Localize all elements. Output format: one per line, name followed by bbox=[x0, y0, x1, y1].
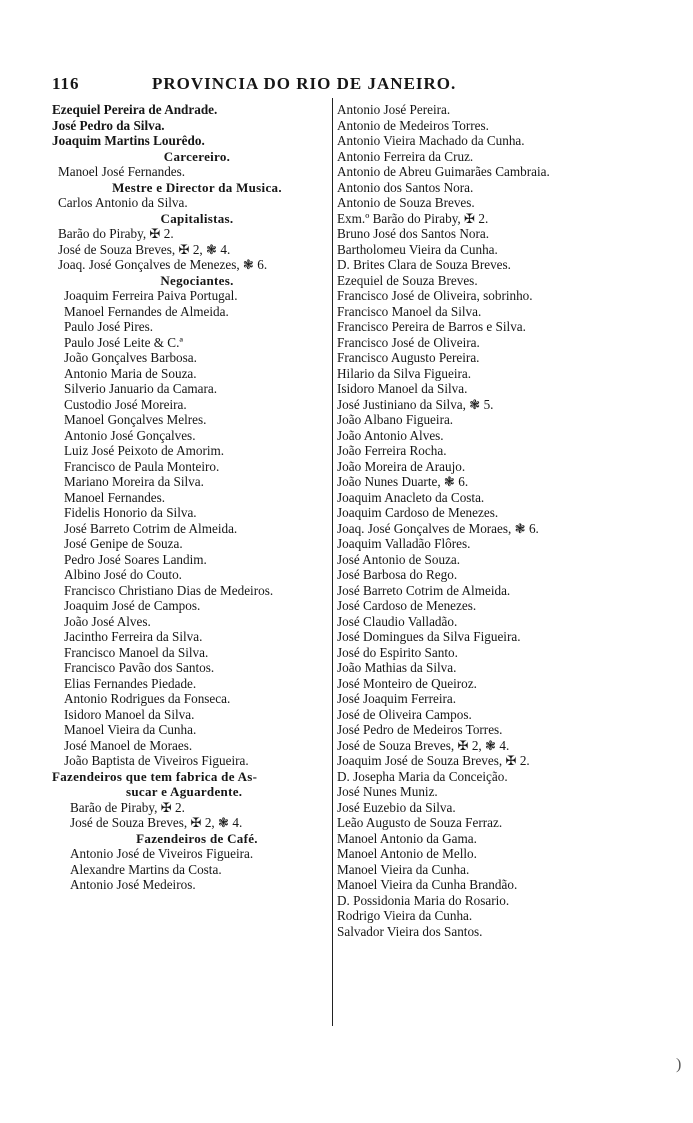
directory-entry: Bruno José dos Santos Nora. bbox=[337, 226, 490, 241]
left-column bbox=[52, 102, 342, 893]
directory-entry: José Monteiro de Queiroz. bbox=[337, 675, 477, 691]
section-heading: Fazendeiros que tem fabrica de As- bbox=[52, 768, 258, 784]
directory-entry: Manoel Fernandes de Almeida. bbox=[64, 303, 229, 319]
directory-entry: Joaq. José Gonçalves de Moraes, ❃ 6. bbox=[337, 520, 539, 536]
directory-entry: Manoel Vieira da Cunha. bbox=[64, 722, 197, 737]
directory-entry: José Pedro de Medeiros Torres. bbox=[337, 722, 503, 737]
directory-entry: José Barreto Cotrim de Almeida. bbox=[64, 520, 238, 536]
directory-entry: Silverio Januario da Camara. bbox=[64, 381, 218, 396]
directory-entry: Elias Fernandes Piedade. bbox=[64, 675, 197, 691]
directory-entry: José Joaquim Ferreira. bbox=[337, 691, 457, 706]
directory-entry: José de Souza Breves, ✠ 2, ❃ 4. bbox=[337, 737, 510, 753]
directory-entry: D. Brites Clara de Souza Breves. bbox=[337, 257, 511, 272]
directory-entry: Joaquim Valladão Flôres. bbox=[337, 536, 471, 551]
directory-entry: Antonio José Gonçalves. bbox=[64, 427, 196, 443]
directory-entry: Francisco Manoel da Silva. bbox=[64, 644, 209, 660]
directory-entry: João Ferreira Rocha. bbox=[337, 443, 447, 458]
directory-entry: Rodrigo Vieira da Cunha. bbox=[337, 908, 473, 923]
directory-entry: José Pedro da Silva. bbox=[52, 117, 165, 133]
directory-entry: Manoel Antonio da Gama. bbox=[337, 830, 477, 846]
directory-entry: Joaq. José Gonçalves de Menezes, ❃ 6. bbox=[58, 257, 268, 272]
directory-entry: Isidoro Manoel da Silva. bbox=[64, 706, 195, 722]
directory-entry: Francisco José de Oliveira, sobrinho. bbox=[337, 288, 533, 303]
directory-entry: João Gonçalves Barbosa. bbox=[64, 350, 197, 365]
directory-entry: Ezequiel de Souza Breves. bbox=[337, 272, 478, 288]
directory-entry: Salvador Vieira dos Santos. bbox=[337, 923, 483, 939]
directory-entry: Antonio de Medeiros Torres. bbox=[337, 117, 489, 133]
directory-entry: Manoel José Fernandes. bbox=[58, 164, 186, 179]
directory-entry: D. Possidonia Maria do Rosario. bbox=[337, 892, 510, 908]
directory-entry: Isidoro Manoel da Silva. bbox=[337, 381, 468, 396]
directory-entry: José de Souza Breves, ✠ 2, ❃ 4. bbox=[58, 241, 231, 257]
directory-entry: Bartholomeu Vieira da Cunha. bbox=[337, 241, 498, 257]
directory-entry: Francisco Manoel da Silva. bbox=[337, 303, 482, 319]
directory-entry: Custodio José Moreira. bbox=[64, 396, 187, 412]
page-number: 116 bbox=[52, 74, 80, 93]
directory-entry: Antonio Vieira Machado da Cunha. bbox=[337, 133, 525, 148]
directory-entry: Exm.º Barão do Piraby, ✠ 2. bbox=[337, 210, 489, 226]
directory-entry: Manoel Fernandes. bbox=[64, 489, 166, 505]
section-heading-continuation: sucar e Aguardente. bbox=[126, 784, 243, 799]
directory-entry: José Barbosa do Rego. bbox=[337, 567, 458, 582]
directory-entry: Joaquim Cardoso de Menezes. bbox=[337, 505, 499, 520]
directory-entry: Ezequiel Pereira de Andrade. bbox=[52, 102, 218, 117]
directory-entry: Francisco Pavão dos Santos. bbox=[64, 660, 215, 675]
directory-entry: Mariano Moreira da Silva. bbox=[64, 474, 204, 489]
directory-entry: Joaquim Anacleto da Costa. bbox=[337, 489, 485, 505]
directory-entry: Fidelis Honorio da Silva. bbox=[64, 505, 197, 520]
directory-entry: Antonio de Abreu Guimarães Cambraia. bbox=[337, 164, 550, 179]
directory-entry: Jacintho Ferreira da Silva. bbox=[64, 629, 203, 644]
directory-entry: João Nunes Duarte, ❃ 6. bbox=[337, 474, 469, 489]
directory-entry: José de Souza Breves, ✠ 2, ❃ 4. bbox=[70, 815, 243, 830]
directory-entry: José Nunes Muniz. bbox=[337, 784, 438, 799]
directory-entry: Antonio Rodrigues da Fonseca. bbox=[64, 691, 231, 706]
directory-entry: Joaquim José de Souza Breves, ✠ 2. bbox=[337, 753, 530, 768]
directory-entry: Leão Augusto de Souza Ferraz. bbox=[337, 815, 503, 830]
directory-entry: Paulo José Leite & C.ª bbox=[64, 334, 184, 350]
section-heading: Capitalistas. bbox=[160, 210, 234, 226]
directory-entry: Joaquim José de Campos. bbox=[64, 598, 201, 613]
directory-entry: José Manoel de Moraes. bbox=[64, 737, 193, 753]
directory-entry: Francisco Christiano Dias de Medeiros. bbox=[64, 582, 274, 598]
directory-entry: Francisco de Paula Monteiro. bbox=[64, 458, 220, 474]
directory-entry: José Justiniano da Silva, ❃ 5. bbox=[337, 396, 494, 412]
directory-entry: José Claudio Valladão. bbox=[337, 613, 458, 629]
directory-entry: José Antonio de Souza. bbox=[337, 551, 461, 567]
section-heading: Fazendeiros de Café. bbox=[136, 830, 258, 846]
directory-entry: José Barreto Cotrim de Almeida. bbox=[337, 582, 511, 598]
directory-entry: Barão do Piraby, ✠ 2. bbox=[58, 226, 174, 241]
margin-mark: ) bbox=[676, 1056, 682, 1073]
directory-entry: João Mathias da Silva. bbox=[337, 660, 457, 675]
directory-entry: Alexandre Martins da Costa. bbox=[70, 861, 222, 877]
directory-entry: João Baptista de Viveiros Figueira. bbox=[64, 753, 249, 768]
directory-entry: Joaquim Martins Lourêdo. bbox=[52, 133, 205, 148]
page-title: PROVINCIA DO RIO DE JANEIRO. bbox=[152, 74, 457, 93]
directory-entry: Manoel Antonio de Mello. bbox=[337, 846, 477, 861]
section-heading: Mestre e Director da Musica. bbox=[112, 179, 282, 195]
directory-entry: Carlos Antonio da Silva. bbox=[58, 195, 188, 210]
directory-entry: Antonio Ferreira da Cruz. bbox=[337, 148, 474, 164]
directory-entry: José do Espirito Santo. bbox=[337, 644, 458, 660]
directory-entry: Antonio de Souza Breves. bbox=[337, 195, 475, 210]
page-header bbox=[52, 74, 522, 98]
directory-entry: D. Josepha Maria da Conceição. bbox=[337, 768, 508, 784]
directory-entry: José Cardoso de Menezes. bbox=[337, 598, 477, 613]
section-heading: Negociantes. bbox=[160, 272, 234, 288]
directory-entry: Luiz José Peixoto de Amorim. bbox=[64, 443, 225, 458]
directory-entry: Barão de Piraby, ✠ 2. bbox=[70, 799, 185, 815]
directory-entry: João Antonio Alves. bbox=[337, 427, 444, 443]
directory-entry: Antonio Maria de Souza. bbox=[64, 365, 197, 381]
section-heading: Carcereiro. bbox=[163, 148, 231, 164]
directory-entry: Antonio José Medeiros. bbox=[70, 877, 196, 892]
directory-entry: Pedro José Soares Landim. bbox=[64, 551, 207, 567]
directory-entry: Antonio José Pereira. bbox=[337, 102, 451, 117]
directory-entry: Antonio José de Viveiros Figueira. bbox=[70, 846, 254, 861]
directory-entry: João Moreira de Araujo. bbox=[337, 458, 466, 474]
directory-entry: Manoel Vieira da Cunha. bbox=[337, 861, 470, 877]
directory-entry: Antonio dos Santos Nora. bbox=[337, 179, 474, 195]
directory-entry: Manoel Gonçalves Melres. bbox=[64, 412, 207, 427]
directory-entry: João José Alves. bbox=[64, 613, 151, 629]
right-column bbox=[337, 102, 637, 939]
directory-entry: João Albano Figueira. bbox=[337, 412, 454, 427]
directory-entry: Joaquim Ferreira Paiva Portugal. bbox=[64, 288, 238, 303]
directory-entry: Manoel Vieira da Cunha Brandão. bbox=[337, 877, 518, 892]
directory-entry: José de Oliveira Campos. bbox=[337, 706, 472, 722]
directory-entry: José Genipe de Souza. bbox=[64, 536, 183, 551]
directory-entry: Hilario da Silva Figueira. bbox=[337, 365, 472, 381]
directory-entry: José Euzebio da Silva. bbox=[337, 799, 456, 815]
directory-entry: José Domingues da Silva Figueira. bbox=[337, 629, 521, 644]
directory-entry: Francisco Augusto Pereira. bbox=[337, 350, 480, 365]
directory-entry: Paulo José Pires. bbox=[64, 319, 154, 334]
directory-entry: Francisco José de Oliveira. bbox=[337, 334, 480, 350]
directory-entry: Albino José do Couto. bbox=[64, 567, 182, 582]
directory-entry: Francisco Pereira de Barros e Silva. bbox=[337, 319, 526, 334]
